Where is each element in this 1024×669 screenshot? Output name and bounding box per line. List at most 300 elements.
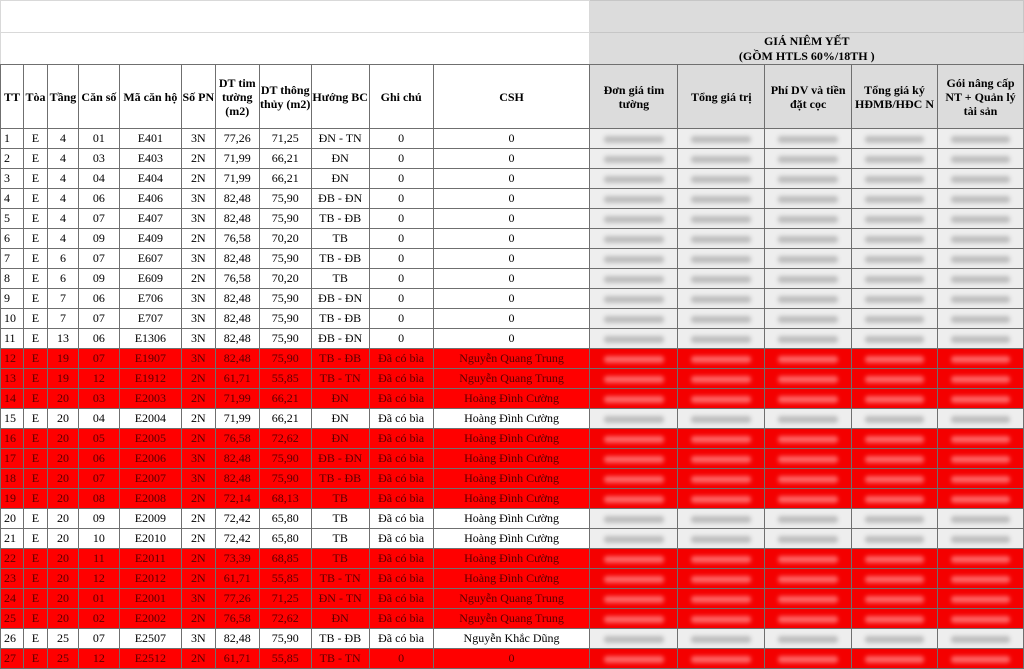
blurred-price-cell[interactable] <box>852 169 938 189</box>
table-cell[interactable]: 01 <box>78 129 119 149</box>
table-cell[interactable]: 06 <box>78 189 119 209</box>
table-cell[interactable]: 3N <box>181 289 215 309</box>
table-cell[interactable]: 07 <box>78 249 119 269</box>
blurred-price-cell[interactable] <box>678 169 765 189</box>
column-header-7[interactable]: DT thông thủy (m2) <box>259 65 311 129</box>
blurred-price-cell[interactable] <box>678 509 765 529</box>
table-cell[interactable]: 0 <box>369 129 433 149</box>
table-cell[interactable]: 61,71 <box>215 649 259 669</box>
table-cell[interactable]: 20 <box>47 489 78 509</box>
table-cell[interactable]: ĐN <box>311 609 369 629</box>
blurred-price-cell[interactable] <box>590 469 678 489</box>
blurred-price-cell[interactable] <box>852 329 938 349</box>
blurred-price-cell[interactable] <box>590 249 678 269</box>
table-cell[interactable]: 14 <box>1 389 24 409</box>
blurred-price-cell[interactable] <box>765 289 852 309</box>
blurred-price-cell[interactable] <box>765 369 852 389</box>
blurred-price-cell[interactable] <box>852 409 938 429</box>
blurred-price-cell[interactable] <box>938 609 1024 629</box>
table-cell[interactable]: 82,48 <box>215 449 259 469</box>
blurred-price-cell[interactable] <box>938 449 1024 469</box>
blurred-price-cell[interactable] <box>938 629 1024 649</box>
blurred-price-cell[interactable] <box>852 469 938 489</box>
table-cell[interactable]: E1907 <box>119 349 181 369</box>
blurred-price-cell[interactable] <box>678 609 765 629</box>
table-cell[interactable]: E2512 <box>119 649 181 669</box>
table-cell[interactable]: E <box>23 369 47 389</box>
table-cell[interactable]: 0 <box>369 209 433 229</box>
table-cell[interactable]: 71,99 <box>215 169 259 189</box>
table-cell[interactable]: 55,85 <box>259 649 311 669</box>
blurred-price-cell[interactable] <box>938 389 1024 409</box>
blurred-price-cell[interactable] <box>938 169 1024 189</box>
blurred-price-cell[interactable] <box>765 569 852 589</box>
table-cell[interactable]: 0 <box>433 329 590 349</box>
blurred-price-cell[interactable] <box>852 189 938 209</box>
table-cell[interactable]: Hoàng Đình Cường <box>433 549 590 569</box>
table-cell[interactable]: 13 <box>47 329 78 349</box>
column-header-13[interactable]: Phí DV và tiền đặt cọc <box>765 65 852 129</box>
table-cell[interactable]: ĐN - TN <box>311 129 369 149</box>
table-cell[interactable]: 15 <box>1 409 24 429</box>
table-cell[interactable]: 06 <box>78 289 119 309</box>
blurred-price-cell[interactable] <box>852 249 938 269</box>
table-cell[interactable]: TB - ĐB <box>311 349 369 369</box>
table-cell[interactable]: 75,90 <box>259 209 311 229</box>
table-cell[interactable]: E <box>23 209 47 229</box>
table-cell[interactable]: 3N <box>181 309 215 329</box>
table-cell[interactable]: E <box>23 509 47 529</box>
table-cell[interactable]: 09 <box>78 269 119 289</box>
blurred-price-cell[interactable] <box>678 569 765 589</box>
blurred-price-cell[interactable] <box>590 649 678 669</box>
table-cell[interactable]: 77,26 <box>215 589 259 609</box>
blurred-price-cell[interactable] <box>765 429 852 449</box>
table-cell[interactable]: E <box>23 149 47 169</box>
table-cell[interactable]: ĐB - ĐN <box>311 329 369 349</box>
table-cell[interactable]: 20 <box>47 589 78 609</box>
blurred-price-cell[interactable] <box>678 369 765 389</box>
table-cell[interactable]: 76,58 <box>215 269 259 289</box>
table-cell[interactable]: 72,62 <box>259 609 311 629</box>
table-cell[interactable]: 06 <box>78 449 119 469</box>
table-cell[interactable]: 0 <box>433 129 590 149</box>
blurred-price-cell[interactable] <box>852 509 938 529</box>
blurred-price-cell[interactable] <box>590 289 678 309</box>
table-cell[interactable]: Nguyễn Quang Trung <box>433 369 590 389</box>
table-cell[interactable]: 10 <box>78 529 119 549</box>
blurred-price-cell[interactable] <box>678 449 765 469</box>
table-cell[interactable]: 66,21 <box>259 149 311 169</box>
table-cell[interactable]: 11 <box>1 329 24 349</box>
table-cell[interactable]: 71,25 <box>259 129 311 149</box>
blurred-price-cell[interactable] <box>678 549 765 569</box>
table-cell[interactable]: 21 <box>1 529 24 549</box>
table-cell[interactable]: 4 <box>47 209 78 229</box>
table-cell[interactable]: 3N <box>181 329 215 349</box>
table-cell[interactable]: 6 <box>47 249 78 269</box>
blurred-price-cell[interactable] <box>938 549 1024 569</box>
table-cell[interactable]: Đã có bìa <box>369 429 433 449</box>
column-header-9[interactable]: Ghi chú <box>369 65 433 129</box>
table-cell[interactable]: 4 <box>47 189 78 209</box>
table-cell[interactable]: 07 <box>78 309 119 329</box>
table-cell[interactable]: 71,99 <box>215 409 259 429</box>
blurred-price-cell[interactable] <box>852 369 938 389</box>
table-cell[interactable]: TB - TN <box>311 369 369 389</box>
table-cell[interactable]: E2002 <box>119 609 181 629</box>
table-cell[interactable]: ĐN <box>311 429 369 449</box>
blurred-price-cell[interactable] <box>765 349 852 369</box>
column-header-12[interactable]: Tổng giá trị <box>678 65 765 129</box>
blurred-price-cell[interactable] <box>938 589 1024 609</box>
table-cell[interactable]: 07 <box>78 629 119 649</box>
table-cell[interactable]: 12 <box>1 349 24 369</box>
table-cell[interactable]: TB - ĐB <box>311 249 369 269</box>
table-cell[interactable]: 2N <box>181 509 215 529</box>
table-cell[interactable]: 3N <box>181 209 215 229</box>
column-header-1[interactable]: Tòa <box>23 65 47 129</box>
table-cell[interactable]: 3N <box>181 589 215 609</box>
table-cell[interactable]: 25 <box>1 609 24 629</box>
blurred-price-cell[interactable] <box>678 289 765 309</box>
table-cell[interactable]: TB <box>311 529 369 549</box>
column-header-2[interactable]: Tầng <box>47 65 78 129</box>
table-cell[interactable]: Hoàng Đình Cường <box>433 469 590 489</box>
table-cell[interactable]: ĐB - ĐN <box>311 289 369 309</box>
table-cell[interactable]: 7 <box>47 289 78 309</box>
table-cell[interactable]: 71,99 <box>215 389 259 409</box>
column-header-15[interactable]: Gói nâng cấp NT + Quản lý tài sản <box>938 65 1024 129</box>
blurred-price-cell[interactable] <box>590 609 678 629</box>
table-cell[interactable]: 04 <box>78 169 119 189</box>
table-cell[interactable]: E <box>23 349 47 369</box>
table-cell[interactable]: E2001 <box>119 589 181 609</box>
table-cell[interactable]: 0 <box>369 329 433 349</box>
table-cell[interactable]: 82,48 <box>215 349 259 369</box>
blurred-price-cell[interactable] <box>678 329 765 349</box>
table-cell[interactable]: 19 <box>1 489 24 509</box>
blurred-price-cell[interactable] <box>678 649 765 669</box>
blurred-price-cell[interactable] <box>765 229 852 249</box>
blurred-price-cell[interactable] <box>590 549 678 569</box>
column-header-14[interactable]: Tổng giá ký HĐMB/HĐC N <box>852 65 938 129</box>
blurred-price-cell[interactable] <box>938 309 1024 329</box>
table-cell[interactable]: 76,58 <box>215 429 259 449</box>
table-cell[interactable]: 72,42 <box>215 509 259 529</box>
table-cell[interactable]: 10 <box>1 309 24 329</box>
table-cell[interactable]: 11 <box>78 549 119 569</box>
table-cell[interactable]: 82,48 <box>215 249 259 269</box>
table-cell[interactable]: 66,21 <box>259 169 311 189</box>
table-cell[interactable]: E <box>23 409 47 429</box>
blurred-price-cell[interactable] <box>590 369 678 389</box>
table-cell[interactable]: 2N <box>181 489 215 509</box>
blurred-price-cell[interactable] <box>765 269 852 289</box>
table-cell[interactable]: E409 <box>119 229 181 249</box>
blurred-price-cell[interactable] <box>938 569 1024 589</box>
empty-cell[interactable] <box>1 1 590 33</box>
table-cell[interactable]: E401 <box>119 129 181 149</box>
table-cell[interactable]: E406 <box>119 189 181 209</box>
table-cell[interactable]: E <box>23 549 47 569</box>
table-cell[interactable]: 3N <box>181 469 215 489</box>
column-header-4[interactable]: Mã căn hộ <box>119 65 181 129</box>
table-cell[interactable]: 0 <box>433 649 590 669</box>
blurred-price-cell[interactable] <box>938 469 1024 489</box>
table-cell[interactable]: Nguyễn Quang Trung <box>433 609 590 629</box>
blurred-price-cell[interactable] <box>678 189 765 209</box>
blurred-price-cell[interactable] <box>938 329 1024 349</box>
column-header-10[interactable]: CSH <box>433 65 590 129</box>
blurred-price-cell[interactable] <box>765 489 852 509</box>
table-cell[interactable]: 66,21 <box>259 389 311 409</box>
table-cell[interactable]: 75,90 <box>259 189 311 209</box>
column-header-6[interactable]: DT tim tường (m2) <box>215 65 259 129</box>
table-cell[interactable]: 65,80 <box>259 529 311 549</box>
blurred-price-cell[interactable] <box>765 209 852 229</box>
blurred-price-cell[interactable] <box>852 129 938 149</box>
table-cell[interactable]: 0 <box>433 269 590 289</box>
blurred-price-cell[interactable] <box>938 349 1024 369</box>
blurred-price-cell[interactable] <box>765 189 852 209</box>
blurred-price-cell[interactable] <box>852 449 938 469</box>
blurred-price-cell[interactable] <box>765 529 852 549</box>
table-cell[interactable]: 4 <box>47 129 78 149</box>
table-cell[interactable]: E <box>23 229 47 249</box>
blurred-price-cell[interactable] <box>765 329 852 349</box>
blurred-price-cell[interactable] <box>590 329 678 349</box>
table-cell[interactable]: 2N <box>181 229 215 249</box>
table-cell[interactable]: 0 <box>369 309 433 329</box>
table-cell[interactable]: 68,85 <box>259 549 311 569</box>
blurred-price-cell[interactable] <box>852 289 938 309</box>
blurred-price-cell[interactable] <box>852 149 938 169</box>
table-cell[interactable]: 0 <box>433 289 590 309</box>
table-cell[interactable]: 5 <box>1 209 24 229</box>
table-cell[interactable]: 07 <box>78 469 119 489</box>
table-cell[interactable]: 20 <box>47 449 78 469</box>
table-cell[interactable]: E <box>23 189 47 209</box>
table-cell[interactable]: 0 <box>433 209 590 229</box>
table-cell[interactable]: E2008 <box>119 489 181 509</box>
table-cell[interactable]: 0 <box>433 169 590 189</box>
table-cell[interactable]: E <box>23 449 47 469</box>
table-cell[interactable]: E <box>23 129 47 149</box>
table-cell[interactable]: 72,14 <box>215 489 259 509</box>
table-cell[interactable]: E <box>23 649 47 669</box>
table-cell[interactable]: 22 <box>1 549 24 569</box>
table-cell[interactable]: 20 <box>47 469 78 489</box>
table-cell[interactable]: 0 <box>433 229 590 249</box>
table-cell[interactable]: 0 <box>369 249 433 269</box>
table-cell[interactable]: 0 <box>369 149 433 169</box>
table-cell[interactable]: TB - ĐB <box>311 309 369 329</box>
table-cell[interactable]: E407 <box>119 209 181 229</box>
table-cell[interactable]: E <box>23 309 47 329</box>
empty-cell[interactable] <box>1 33 590 65</box>
table-cell[interactable]: 03 <box>78 389 119 409</box>
blurred-price-cell[interactable] <box>852 649 938 669</box>
table-cell[interactable]: 13 <box>1 369 24 389</box>
blurred-price-cell[interactable] <box>590 349 678 369</box>
blurred-price-cell[interactable] <box>765 629 852 649</box>
table-cell[interactable]: 0 <box>369 269 433 289</box>
blurred-price-cell[interactable] <box>590 189 678 209</box>
table-cell[interactable]: 20 <box>1 509 24 529</box>
table-cell[interactable]: 72,42 <box>215 529 259 549</box>
table-cell[interactable]: 23 <box>1 569 24 589</box>
table-cell[interactable]: 06 <box>78 329 119 349</box>
table-cell[interactable]: Nguyễn Quang Trung <box>433 349 590 369</box>
table-cell[interactable]: E2003 <box>119 389 181 409</box>
table-cell[interactable]: 2 <box>1 149 24 169</box>
table-cell[interactable]: E <box>23 289 47 309</box>
table-cell[interactable]: 0 <box>369 289 433 309</box>
table-cell[interactable]: 75,90 <box>259 629 311 649</box>
table-cell[interactable]: 3N <box>181 189 215 209</box>
blurred-price-cell[interactable] <box>852 429 938 449</box>
table-cell[interactable]: 2N <box>181 169 215 189</box>
table-cell[interactable]: 20 <box>47 529 78 549</box>
blurred-price-cell[interactable] <box>678 249 765 269</box>
blurred-price-cell[interactable] <box>852 309 938 329</box>
table-cell[interactable]: 3N <box>181 349 215 369</box>
table-cell[interactable]: E2004 <box>119 409 181 429</box>
column-header-8[interactable]: Hướng BC <box>311 65 369 129</box>
blurred-price-cell[interactable] <box>938 369 1024 389</box>
table-cell[interactable]: 2N <box>181 369 215 389</box>
table-cell[interactable]: 20 <box>47 409 78 429</box>
table-cell[interactable]: 77,26 <box>215 129 259 149</box>
blurred-price-cell[interactable] <box>765 169 852 189</box>
table-cell[interactable]: E <box>23 569 47 589</box>
table-cell[interactable]: 75,90 <box>259 289 311 309</box>
table-cell[interactable]: 2N <box>181 429 215 449</box>
column-header-0[interactable]: TT <box>1 65 24 129</box>
table-cell[interactable]: TB - TN <box>311 649 369 669</box>
table-cell[interactable]: 12 <box>78 369 119 389</box>
table-cell[interactable]: 07 <box>78 209 119 229</box>
table-cell[interactable]: ĐB - ĐN <box>311 189 369 209</box>
table-cell[interactable]: Hoàng Đình Cường <box>433 529 590 549</box>
blurred-price-cell[interactable] <box>590 489 678 509</box>
column-header-3[interactable]: Căn số <box>78 65 119 129</box>
blurred-price-cell[interactable] <box>938 129 1024 149</box>
blurred-price-cell[interactable] <box>678 529 765 549</box>
table-cell[interactable]: Đã có bìa <box>369 569 433 589</box>
table-cell[interactable]: 82,48 <box>215 629 259 649</box>
blurred-price-cell[interactable] <box>590 449 678 469</box>
blurred-price-cell[interactable] <box>765 649 852 669</box>
table-cell[interactable]: Nguyễn Khắc Dũng <box>433 629 590 649</box>
table-cell[interactable]: 3N <box>181 129 215 149</box>
blurred-price-cell[interactable] <box>678 489 765 509</box>
table-cell[interactable]: 20 <box>47 549 78 569</box>
table-cell[interactable]: 20 <box>47 389 78 409</box>
table-cell[interactable]: 61,71 <box>215 569 259 589</box>
table-cell[interactable]: ĐN <box>311 389 369 409</box>
table-cell[interactable]: 19 <box>47 349 78 369</box>
column-header-5[interactable]: Số PN <box>181 65 215 129</box>
table-cell[interactable]: 0 <box>369 649 433 669</box>
table-cell[interactable]: E2012 <box>119 569 181 589</box>
table-cell[interactable]: 12 <box>78 649 119 669</box>
blurred-price-cell[interactable] <box>765 409 852 429</box>
table-cell[interactable]: 09 <box>78 509 119 529</box>
blurred-price-cell[interactable] <box>938 289 1024 309</box>
table-cell[interactable]: 2N <box>181 649 215 669</box>
blurred-price-cell[interactable] <box>678 309 765 329</box>
table-cell[interactable]: 17 <box>1 449 24 469</box>
table-cell[interactable]: 65,80 <box>259 509 311 529</box>
table-cell[interactable]: 3 <box>1 169 24 189</box>
table-cell[interactable]: E <box>23 429 47 449</box>
table-cell[interactable]: E <box>23 589 47 609</box>
table-cell[interactable]: 0 <box>369 229 433 249</box>
table-cell[interactable]: 82,48 <box>215 289 259 309</box>
table-cell[interactable]: 16 <box>1 429 24 449</box>
table-cell[interactable]: 76,58 <box>215 229 259 249</box>
table-cell[interactable]: TB - TN <box>311 569 369 589</box>
table-cell[interactable]: 75,90 <box>259 329 311 349</box>
blurred-price-cell[interactable] <box>678 349 765 369</box>
table-cell[interactable]: 4 <box>47 169 78 189</box>
blurred-price-cell[interactable] <box>590 569 678 589</box>
table-cell[interactable]: 61,71 <box>215 369 259 389</box>
blurred-price-cell[interactable] <box>938 249 1024 269</box>
table-cell[interactable]: 9 <box>1 289 24 309</box>
table-cell[interactable]: 20 <box>47 429 78 449</box>
blurred-price-cell[interactable] <box>765 509 852 529</box>
table-cell[interactable]: E2011 <box>119 549 181 569</box>
blurred-price-cell[interactable] <box>938 409 1024 429</box>
table-cell[interactable]: 72,62 <box>259 429 311 449</box>
table-cell[interactable]: 26 <box>1 629 24 649</box>
table-cell[interactable]: E2507 <box>119 629 181 649</box>
table-cell[interactable]: E <box>23 469 47 489</box>
column-header-11[interactable]: Đơn giá tim tường <box>590 65 678 129</box>
table-cell[interactable]: 75,90 <box>259 249 311 269</box>
table-cell[interactable]: 08 <box>78 489 119 509</box>
table-cell[interactable]: E <box>23 329 47 349</box>
table-cell[interactable]: E <box>23 249 47 269</box>
table-cell[interactable]: 6 <box>1 229 24 249</box>
table-cell[interactable]: 0 <box>433 309 590 329</box>
table-cell[interactable]: 55,85 <box>259 369 311 389</box>
table-cell[interactable]: 70,20 <box>259 269 311 289</box>
table-cell[interactable]: Hoàng Đình Cường <box>433 449 590 469</box>
table-cell[interactable]: Đã có bìa <box>369 349 433 369</box>
table-cell[interactable]: 76,58 <box>215 609 259 629</box>
blurred-price-cell[interactable] <box>852 549 938 569</box>
blurred-price-cell[interactable] <box>678 429 765 449</box>
table-cell[interactable]: 7 <box>1 249 24 269</box>
blurred-price-cell[interactable] <box>938 189 1024 209</box>
table-cell[interactable]: ĐN <box>311 169 369 189</box>
blurred-price-cell[interactable] <box>938 649 1024 669</box>
table-cell[interactable]: Hoàng Đình Cường <box>433 429 590 449</box>
table-cell[interactable]: 03 <box>78 149 119 169</box>
blurred-price-cell[interactable] <box>938 229 1024 249</box>
blurred-price-cell[interactable] <box>590 129 678 149</box>
table-cell[interactable]: E <box>23 489 47 509</box>
table-cell[interactable]: E2010 <box>119 529 181 549</box>
table-cell[interactable]: E2007 <box>119 469 181 489</box>
table-cell[interactable]: 0 <box>369 169 433 189</box>
blurred-price-cell[interactable] <box>678 629 765 649</box>
table-cell[interactable]: 01 <box>78 589 119 609</box>
